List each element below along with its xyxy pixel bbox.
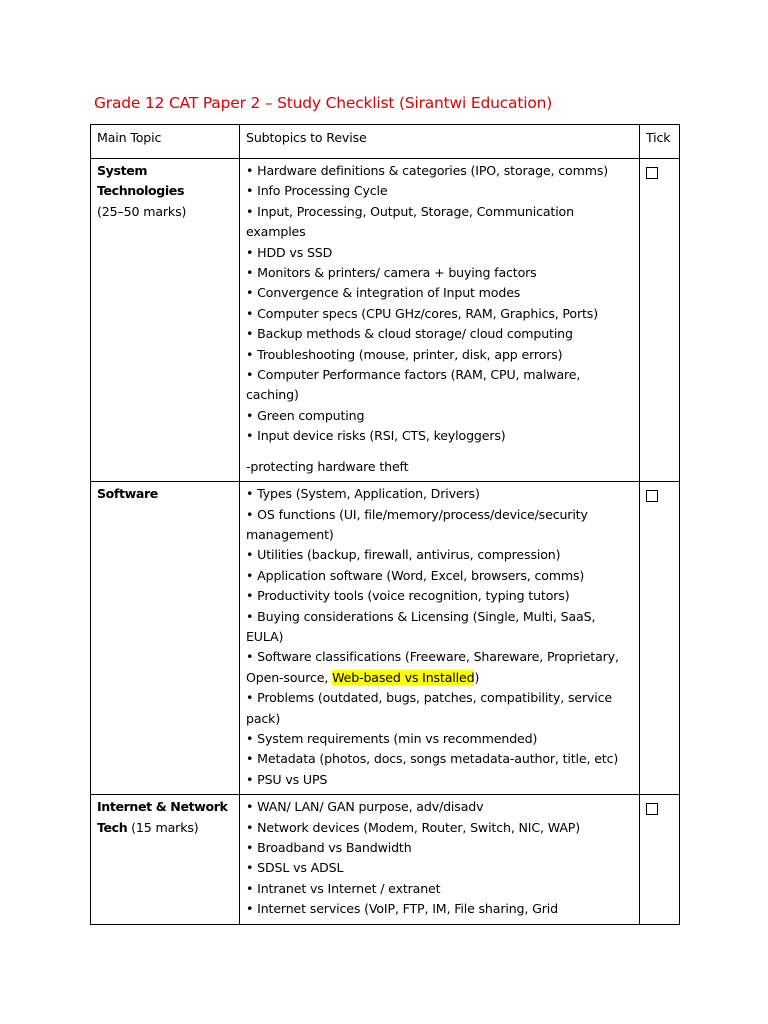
topic-name: Software <box>97 486 158 502</box>
table-row-software <box>91 482 680 795</box>
subtopics-cell <box>240 159 640 482</box>
subtopic-item: • Hardware definitions & categories (IPO, storage, comms) <box>246 163 609 178</box>
subtopic-item: • Computer Performance factors (RAM, CPU, malware, caching) <box>246 367 581 403</box>
subtopic-item: • Input device risks (RSI, CTS, keyloggers) <box>246 428 506 444</box>
subtopic-item: • Green computing <box>246 407 365 423</box>
subtopic-item: • PSU vs UPS <box>246 771 328 787</box>
table-row-system-technologies <box>91 159 680 482</box>
subtopic-item: • Intranet vs Internet / extranet <box>246 880 441 896</box>
subtopic-item: • Computer specs (CPU GHz/cores, RAM, Graphics, Ports) <box>246 305 598 321</box>
subtopic-item: • Broadband vs Bandwidth <box>246 840 412 855</box>
tick-cell[interactable] <box>640 482 680 795</box>
topic-cell <box>91 795 240 924</box>
header-tick: Tick <box>640 125 680 159</box>
tick-checkbox[interactable] <box>646 803 658 815</box>
topic-name: Internet & Network Tech <box>97 799 228 835</box>
subtopic-item: • OS functions (UI, file/memory/process/device/security management) <box>246 506 588 542</box>
topic-name: System Technologies <box>97 163 185 199</box>
subtopic-item: • Types (System, Application, Drivers) <box>246 486 480 502</box>
classification-close: ) <box>474 669 480 685</box>
tick-checkbox[interactable] <box>646 167 658 179</box>
subtopic-item: • Productivity tools (voice recognition, typing tutors) <box>246 588 570 604</box>
subtopic-item: • Utilities (backup, firewall, antivirus, compression) <box>246 547 561 563</box>
subtopic-item: • SDSL vs ADSL <box>246 860 344 876</box>
topic-cell <box>91 159 240 482</box>
header-subtopics: Subtopics to Revise <box>240 125 640 159</box>
subtopic-item: • Internet services (VoIP, FTP, IM, File sharing, Grid <box>246 901 558 917</box>
subtopic-item: • Network devices (Modem, Router, Switch, NIC, WAP) <box>246 819 581 835</box>
spacer <box>246 447 633 457</box>
topic-marks: (15 marks) <box>131 819 199 835</box>
subtopic-item: • Monitors & printers/ camera + buying factors <box>246 265 537 281</box>
subtopic-item-classifications <box>246 647 633 688</box>
subtopic-item: • Convergence & integration of Input modes <box>246 285 521 301</box>
table-header-row <box>91 125 680 159</box>
header-main-topic: Main Topic <box>91 125 240 159</box>
subtopic-extra: -protecting hardware theft <box>246 458 409 474</box>
subtopic-item: • Input, Processing, Output, Storage, Communication examples <box>246 203 574 240</box>
study-checklist-table <box>90 124 680 925</box>
subtopic-item: • Info Processing Cycle <box>246 183 388 199</box>
subtopic-item: • System requirements (min vs recommended) <box>246 730 538 746</box>
tick-cell[interactable] <box>640 159 680 482</box>
page-title: Grade 12 CAT Paper 2 – Study Checklist (Sirantwi Education) <box>94 94 553 112</box>
highlighted-text: Web-based vs Installed <box>332 669 475 685</box>
subtopic-item: • Backup methods & cloud storage/ cloud computing <box>246 326 573 342</box>
topic-marks: (25–50 marks) <box>97 203 187 219</box>
subtopic-item: • HDD vs SSD <box>246 244 333 260</box>
subtopics-cell <box>240 482 640 795</box>
subtopic-item: • Metadata (photos, docs, songs metadata-author, title, etc) <box>246 751 619 767</box>
tick-cell[interactable] <box>640 795 680 924</box>
subtopics-cell <box>240 795 640 924</box>
classification-text: • Software classifications (Freeware, Shareware, Proprietary, Open-source, <box>246 649 619 685</box>
topic-cell <box>91 482 240 795</box>
subtopic-item: • Problems (outdated, bugs, patches, compatibility, service pack) <box>246 690 613 726</box>
tick-checkbox[interactable] <box>646 490 658 502</box>
subtopic-item: • Troubleshooting (mouse, printer, disk, app errors) <box>246 346 563 362</box>
subtopic-item: • Application software (Word, Excel, browsers, comms) <box>246 567 585 583</box>
subtopic-item: • Buying considerations & Licensing (Single, Multi, SaaS, EULA) <box>246 608 596 644</box>
subtopic-item: • WAN/ LAN/ GAN purpose, adv/disadv <box>246 799 484 815</box>
table-row-internet-network <box>91 795 680 924</box>
